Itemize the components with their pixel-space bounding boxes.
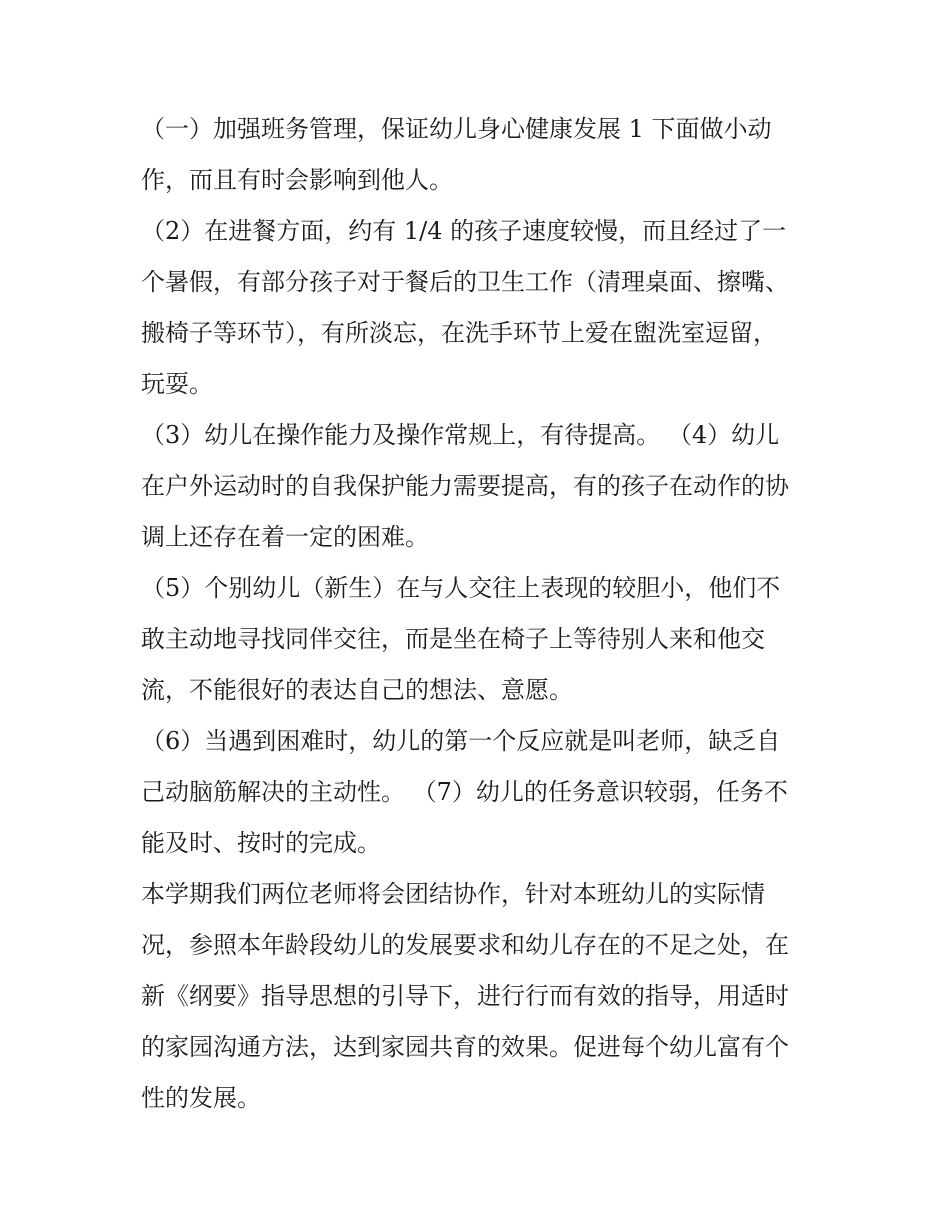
text-line: 己动脑筋解决的主动性。 （7）幼儿的任务意识较弱，任务不 bbox=[141, 778, 788, 806]
text-line: 敢主动地寻找同伴交往，而是坐在椅子上等待别人来和他交 bbox=[141, 625, 765, 653]
paragraph bbox=[141, 410, 831, 563]
text-line: 流，不能很好的表达自己的想法、意愿。 bbox=[141, 676, 573, 704]
text-line: （5）个别幼儿（新生）在与人交往上表现的较胆小，他们不 bbox=[141, 574, 781, 602]
paragraph bbox=[141, 563, 831, 716]
text-line: 能及时、按时的完成。 bbox=[141, 829, 381, 857]
text-line: （2）在进餐方面，约有 1/4 的孩子速度较慢，而且经过了一 bbox=[141, 217, 787, 245]
text-line: 在户外运动时的自我保护能力需要提高，有的孩子在动作的协 bbox=[141, 472, 789, 500]
text-line: （6）当遇到困难时，幼儿的第一个反应就是叫老师，缺乏自 bbox=[141, 727, 781, 755]
text-line: 玩耍。 bbox=[141, 370, 213, 398]
text-line: （一）加强班务管理，保证幼儿身心健康发展 1 下面做小动 bbox=[141, 115, 772, 143]
paragraph bbox=[141, 206, 831, 410]
document-body bbox=[141, 104, 831, 1124]
text-line: 调上还存在着一定的困难。 bbox=[141, 523, 429, 551]
text-line: 性的发展。 bbox=[141, 1084, 261, 1112]
text-line: 新《纲要》指导思想的引导下，进行行而有效的指导，用适时 bbox=[141, 982, 789, 1010]
text-line: 本学期我们两位老师将会团结协作，针对本班幼儿的实际情 bbox=[141, 880, 765, 908]
paragraph bbox=[141, 104, 831, 206]
paragraph bbox=[141, 716, 831, 869]
text-line: 况，参照本年龄段幼儿的发展要求和幼儿存在的不足之处，在 bbox=[141, 931, 789, 959]
text-line: 搬椅子等环节），有所淡忘，在洗手环节上爱在盥洗室逗留， bbox=[141, 319, 777, 347]
text-line: （3）幼儿在操作能力及操作常规上，有待提高。 （4）幼儿 bbox=[141, 421, 780, 449]
text-line: 的家园沟通方法，达到家园共育的效果。促进每个幼儿富有个 bbox=[141, 1033, 789, 1061]
text-line: 个暑假，有部分孩子对于餐后的卫生工作（清理桌面、擦嘴、 bbox=[141, 268, 789, 296]
text-line: 作，而且有时会影响到他人。 bbox=[141, 166, 453, 194]
paragraph bbox=[141, 869, 831, 1124]
